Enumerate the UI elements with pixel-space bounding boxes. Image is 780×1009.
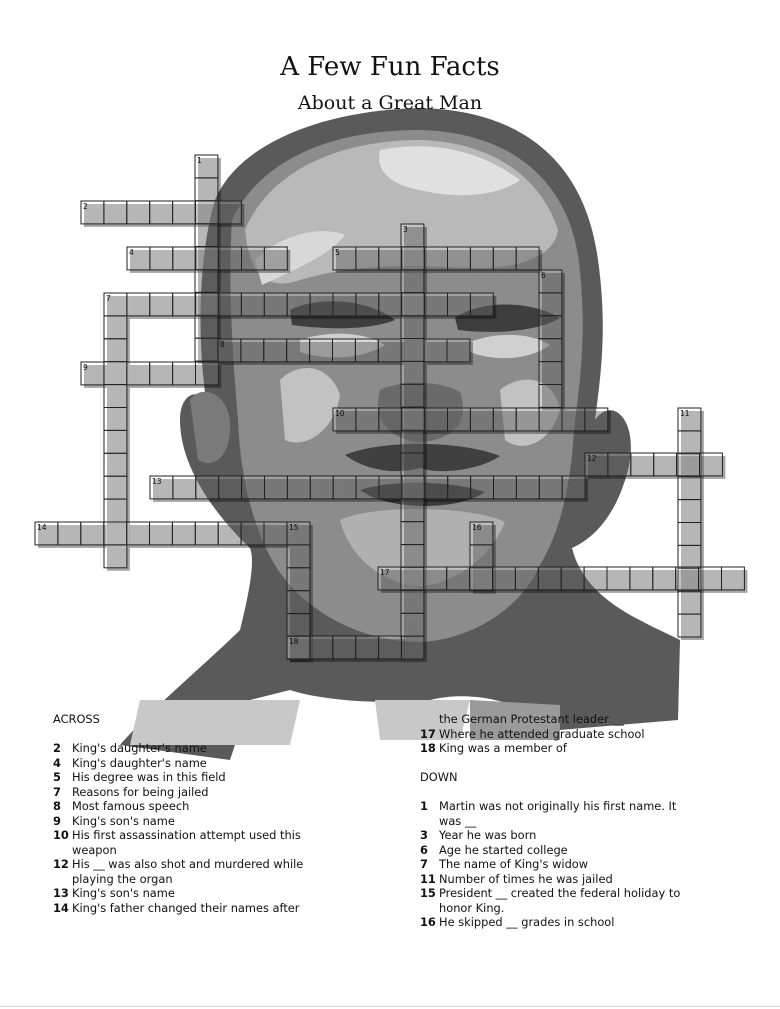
crossword-cell[interactable] — [677, 453, 700, 476]
crossword-cell[interactable] — [196, 201, 219, 224]
crossword-cell[interactable] — [379, 293, 402, 316]
crossword-cell[interactable] — [195, 522, 218, 545]
clue-number — [420, 814, 439, 829]
cell-number: 14 — [37, 523, 47, 532]
clue-number: 6 — [420, 842, 428, 857]
crossword-cell[interactable] — [241, 293, 264, 316]
clue-line — [420, 901, 720, 916]
crossword-cell[interactable] — [401, 430, 424, 453]
crossword-cell[interactable] — [127, 522, 150, 545]
crossword-cell[interactable] — [172, 522, 195, 545]
crossword-cell[interactable] — [218, 201, 241, 224]
clue-line — [53, 799, 343, 814]
crossword-cell[interactable] — [310, 293, 333, 316]
clue-text: His first assassination attempt used this — [72, 828, 301, 842]
clue-text: His __ was also shot and murdered while — [72, 857, 304, 871]
crossword-cell[interactable] — [470, 293, 493, 316]
cell-number: 11 — [680, 409, 690, 418]
clue-text: Where he attended graduate school — [439, 726, 645, 741]
clue-text: King's daughter's name — [72, 755, 207, 770]
clue-number: 2 — [53, 741, 61, 755]
cell-number: 18 — [289, 637, 299, 646]
crossword-cell[interactable] — [219, 476, 242, 499]
crossword-cell[interactable] — [242, 247, 265, 270]
cell-number: 1 — [197, 156, 202, 165]
clue-text: honor King. — [439, 900, 505, 915]
crossword-cell[interactable] — [402, 476, 425, 499]
crossword-cell[interactable] — [538, 567, 561, 590]
crossword-cell[interactable] — [515, 567, 538, 590]
clue-text: playing the organ — [72, 871, 173, 886]
crossword-cell[interactable] — [195, 338, 218, 361]
crossword-cell[interactable] — [104, 201, 127, 224]
crossword-cell[interactable] — [127, 201, 150, 224]
down-heading: DOWN — [420, 770, 458, 784]
crossword-cell[interactable] — [448, 247, 471, 270]
clue-number — [420, 901, 439, 916]
crossword-cell[interactable] — [585, 408, 608, 431]
clue-number: 4 — [53, 755, 61, 770]
crossword-cell[interactable] — [699, 567, 722, 590]
clue-line — [53, 857, 343, 872]
crossword-cell[interactable] — [104, 316, 127, 339]
crossword-cell[interactable] — [173, 201, 196, 224]
crossword-cell[interactable] — [264, 522, 287, 545]
clue-number: 12 — [53, 857, 69, 871]
clue-number: 17 — [420, 726, 436, 741]
crossword-cell[interactable] — [401, 613, 424, 636]
clue-number: 16 — [420, 915, 436, 929]
crossword-cell[interactable] — [471, 476, 494, 499]
crossword-cell[interactable] — [287, 293, 310, 316]
clue-text: King was a member of — [439, 741, 567, 755]
crossword-cell[interactable] — [401, 636, 424, 659]
crossword-cell[interactable] — [333, 476, 356, 499]
crossword-cell[interactable] — [333, 339, 356, 362]
clue-number: 11 — [420, 871, 436, 886]
crossword-cell[interactable] — [127, 293, 150, 316]
crossword-cell[interactable] — [310, 339, 333, 362]
crossword-cell[interactable] — [447, 339, 470, 362]
clue-text: Number of times he was jailed — [439, 871, 613, 886]
crossword-cell[interactable] — [425, 247, 448, 270]
crossword-cell[interactable] — [379, 636, 402, 659]
clue-text: King's father changed their names after — [72, 900, 300, 915]
clue-number — [53, 872, 72, 887]
crossword-cell[interactable] — [401, 270, 424, 293]
crossword-cell[interactable] — [401, 522, 424, 545]
crossword-cell[interactable] — [287, 568, 310, 591]
crossword-cell[interactable] — [104, 408, 127, 431]
crossword-cell[interactable] — [195, 224, 218, 247]
clue-line — [420, 843, 720, 858]
crossword-cell[interactable] — [584, 567, 607, 590]
crossword-cell[interactable] — [150, 293, 173, 316]
clue-number: 3 — [420, 828, 428, 842]
crossword-cell[interactable] — [379, 247, 402, 270]
cell-number: 2 — [83, 202, 88, 211]
crossword-cell[interactable] — [356, 408, 379, 431]
crossword-cell[interactable] — [678, 523, 701, 546]
crossword-cell[interactable] — [264, 293, 287, 316]
crossword-cell[interactable] — [425, 293, 448, 316]
crossword-cell[interactable] — [539, 408, 562, 431]
cell-number: 10 — [335, 409, 345, 418]
crossword-cell[interactable] — [401, 361, 424, 384]
clue-line — [420, 872, 720, 887]
clue-line — [53, 770, 343, 785]
crossword-cell[interactable] — [425, 408, 448, 431]
cell-number: 9 — [83, 363, 88, 372]
crossword-cell[interactable] — [104, 545, 127, 568]
crossword-cell[interactable] — [678, 591, 701, 614]
crossword-cell[interactable] — [219, 247, 242, 270]
crossword-cell[interactable] — [150, 201, 173, 224]
crossword-cell[interactable] — [539, 339, 562, 362]
crossword-cell[interactable] — [654, 453, 677, 476]
clue-line — [420, 741, 720, 756]
crossword-cell[interactable] — [265, 476, 288, 499]
crossword-cell[interactable] — [700, 453, 723, 476]
crossword-cell[interactable] — [401, 499, 424, 522]
crossword-cell[interactable] — [424, 339, 447, 362]
crossword-cell[interactable] — [218, 522, 241, 545]
crossword-cell[interactable] — [150, 362, 173, 385]
cell-number: 13 — [152, 477, 162, 486]
crossword-cell[interactable] — [150, 247, 173, 270]
crossword-cell[interactable] — [150, 522, 173, 545]
clue-line — [420, 915, 720, 930]
crossword-cell[interactable] — [401, 590, 424, 613]
crossword-cell[interactable] — [539, 385, 562, 408]
clue-line — [53, 843, 343, 858]
crossword-cell[interactable] — [356, 293, 379, 316]
crossword-cell[interactable] — [196, 293, 219, 316]
crossword-cell[interactable] — [678, 614, 701, 637]
clue-number: 7 — [53, 784, 61, 799]
cell-number: 5 — [335, 248, 340, 257]
cell-number: 6 — [541, 271, 546, 280]
crossword-cell[interactable] — [470, 545, 493, 568]
crossword-cell[interactable] — [447, 567, 470, 590]
crossword-cell[interactable] — [539, 476, 562, 499]
crossword-cell[interactable] — [104, 385, 127, 408]
crossword-cell[interactable] — [196, 476, 219, 499]
crossword-cell[interactable] — [516, 247, 539, 270]
crossword-cell[interactable] — [104, 339, 127, 362]
crossword-cell[interactable] — [608, 453, 631, 476]
crossword-cell[interactable] — [630, 567, 653, 590]
crossword-cell[interactable] — [401, 453, 424, 476]
clue-text: the German Protestant leader __ — [439, 712, 624, 726]
crossword-cell[interactable] — [561, 567, 584, 590]
clue-line — [420, 886, 720, 901]
crossword-cell[interactable] — [196, 362, 219, 385]
crossword-cell[interactable] — [310, 636, 333, 659]
crossword-cell[interactable] — [173, 362, 196, 385]
crossword-cell[interactable] — [607, 567, 630, 590]
clue-number: 1 — [420, 799, 428, 813]
clue-number: 9 — [53, 813, 61, 828]
clue-text: The name of King's widow — [439, 857, 589, 871]
crossword-cell[interactable] — [287, 614, 310, 637]
crossword-cell[interactable] — [402, 293, 425, 316]
crossword-cell[interactable] — [448, 476, 471, 499]
clue-number: 18 — [420, 741, 436, 755]
crossword-cell[interactable] — [401, 384, 424, 407]
crossword-cell[interactable] — [127, 362, 150, 385]
crossword-cell[interactable] — [287, 591, 310, 614]
cell-number: 17 — [380, 568, 390, 577]
cell-number: 4 — [129, 248, 134, 257]
crossword-cell[interactable] — [287, 339, 310, 362]
clue-line — [420, 814, 720, 829]
crossword-cell[interactable] — [653, 567, 676, 590]
crossword-cell[interactable] — [333, 293, 356, 316]
crossword-cell[interactable] — [173, 476, 196, 499]
crossword-cell[interactable] — [287, 545, 310, 568]
crossword-cell[interactable] — [219, 293, 242, 316]
clue-line — [53, 756, 343, 771]
crossword-cell[interactable] — [470, 567, 493, 590]
crossword-cell[interactable] — [356, 636, 379, 659]
clue-number: 5 — [53, 770, 61, 784]
crossword-cell[interactable] — [104, 430, 127, 453]
page-edge — [0, 1006, 780, 1007]
cell-number: 8 — [220, 340, 225, 349]
crossword-cell[interactable] — [401, 316, 424, 339]
crossword-cell[interactable] — [470, 408, 493, 431]
clue-text: His degree was in this field — [72, 770, 226, 784]
down-clues — [420, 712, 720, 930]
crossword-cell[interactable] — [58, 522, 81, 545]
crossword-cell[interactable] — [678, 500, 701, 523]
crossword-cell[interactable] — [401, 545, 424, 568]
crossword-cell[interactable] — [379, 408, 402, 431]
clue-text: He skipped __ grades in school — [439, 915, 615, 929]
page-title: A Few Fun Facts — [280, 52, 500, 82]
across-heading: ACROSS — [53, 712, 100, 726]
clue-line — [53, 741, 343, 756]
clue-line — [420, 799, 720, 814]
clue-line — [53, 785, 343, 800]
clue-line — [420, 712, 720, 727]
clue-text: President __ created the federal holiday to — [439, 886, 681, 900]
clue-line — [53, 886, 343, 901]
crossword-cell[interactable] — [355, 339, 378, 362]
crossword-cell[interactable] — [448, 293, 471, 316]
crossword-cell[interactable] — [448, 408, 471, 431]
crossword-cell[interactable] — [631, 453, 654, 476]
crossword-cell[interactable] — [424, 567, 447, 590]
crossword-cell[interactable] — [173, 247, 196, 270]
crossword-cell[interactable] — [516, 408, 539, 431]
clue-line — [420, 857, 720, 872]
clue-line — [420, 727, 720, 742]
crossword-cell[interactable] — [81, 522, 104, 545]
crossword-cell[interactable] — [241, 339, 264, 362]
clue-number — [53, 843, 72, 858]
clue-line — [53, 814, 343, 829]
crossword-cell[interactable] — [104, 499, 127, 522]
crossword-cell[interactable] — [378, 339, 401, 362]
crossword-cell[interactable] — [539, 362, 562, 385]
clue-number: 8 — [53, 799, 61, 813]
cell-number: 3 — [403, 225, 408, 234]
crossword-cell[interactable] — [425, 476, 448, 499]
clue-text: Martin was not originally his first name. It — [439, 799, 677, 813]
crossword-cell[interactable] — [562, 476, 585, 499]
crossword-cell[interactable] — [379, 476, 402, 499]
crossword-cell[interactable] — [104, 453, 127, 476]
crossword-cell[interactable] — [676, 567, 699, 590]
across-clues — [53, 712, 343, 915]
crossword-cell[interactable] — [539, 293, 562, 316]
clue-text: King's daughter's name — [72, 741, 207, 755]
crossword-cell[interactable] — [470, 247, 493, 270]
crossword-cell[interactable] — [562, 408, 585, 431]
crossword-cell[interactable] — [678, 477, 701, 500]
crossword-cell[interactable] — [333, 636, 356, 659]
clue-number: 14 — [53, 900, 69, 915]
crossword-cell[interactable] — [195, 178, 218, 201]
crossword-cell[interactable] — [242, 476, 265, 499]
crossword-cell[interactable] — [401, 567, 424, 590]
clue-text: weapon — [72, 842, 117, 857]
crossword-cell[interactable] — [310, 476, 333, 499]
cell-number: 12 — [587, 454, 597, 463]
clue-text: King's son's name — [72, 813, 175, 828]
crossword-cell[interactable] — [173, 293, 196, 316]
crossword-cell[interactable] — [493, 247, 516, 270]
clue-line — [420, 828, 720, 843]
crossword-cell[interactable] — [241, 522, 264, 545]
crossword-cell[interactable] — [264, 247, 287, 270]
crossword-cell[interactable] — [104, 362, 127, 385]
crossword-cell[interactable] — [356, 476, 379, 499]
cell-number: 7 — [106, 294, 111, 303]
crossword-cell[interactable] — [493, 567, 516, 590]
page-subtitle: About a Great Man — [297, 92, 483, 114]
clue-line — [53, 901, 343, 916]
crossword-cell[interactable] — [104, 476, 127, 499]
crossword-cell[interactable] — [402, 408, 425, 431]
crossword-cell[interactable] — [264, 339, 287, 362]
crossword-cell[interactable] — [539, 316, 562, 339]
crossword-cell[interactable] — [356, 247, 379, 270]
clue-text: Age he started college — [439, 842, 568, 857]
clue-number: 13 — [53, 886, 69, 900]
clue-text: Year he was born — [439, 828, 537, 842]
cell-number: 16 — [472, 523, 482, 532]
crossword-cell[interactable] — [401, 339, 424, 362]
clue-text: was __ — [439, 813, 477, 828]
clue-text: Reasons for being jailed — [72, 784, 209, 799]
clue-number — [420, 712, 439, 727]
clue-line — [53, 828, 343, 843]
clue-line — [53, 872, 343, 887]
crossword-cell[interactable] — [678, 431, 701, 454]
crossword-cell[interactable] — [516, 476, 539, 499]
clue-text: King's son's name — [72, 886, 175, 900]
crossword-cell[interactable] — [287, 476, 310, 499]
crossword-cell[interactable] — [493, 408, 516, 431]
crossword-cell[interactable] — [402, 247, 425, 270]
crossword-cell[interactable] — [195, 315, 218, 338]
crossword-cell[interactable] — [104, 522, 127, 545]
clue-text: Most famous speech — [72, 799, 190, 813]
crossword-cell[interactable] — [195, 270, 218, 293]
clue-number: 7 — [420, 857, 428, 871]
crossword-cell[interactable] — [196, 247, 219, 270]
cell-number: 15 — [289, 523, 299, 532]
clue-number: 10 — [53, 828, 69, 842]
clue-number: 15 — [420, 886, 436, 900]
crossword-cell[interactable] — [678, 545, 701, 568]
crossword-cell[interactable] — [722, 567, 745, 590]
crossword-cell[interactable] — [494, 476, 517, 499]
